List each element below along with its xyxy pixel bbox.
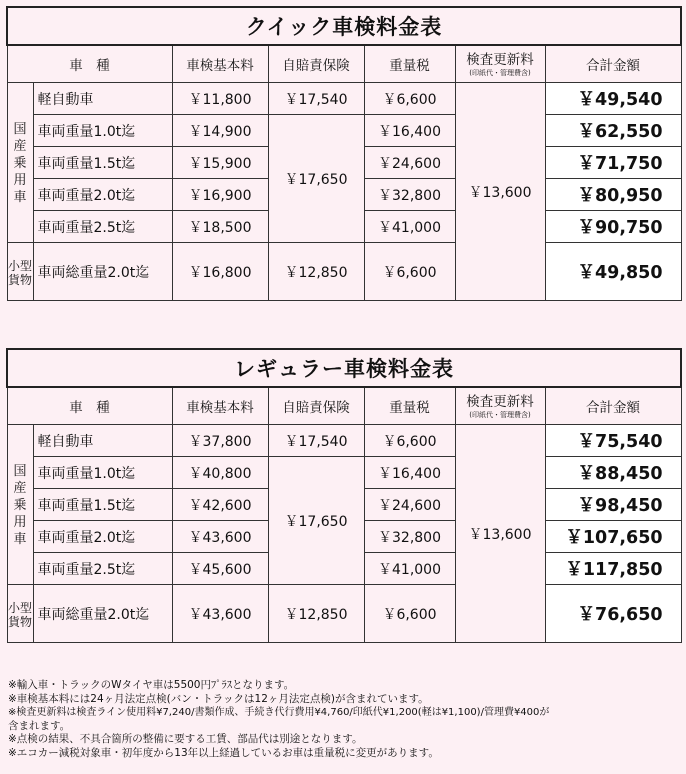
category-cargo: 小型貨物 bbox=[7, 243, 33, 301]
row-total: ￥75,540 bbox=[545, 425, 681, 457]
table-row bbox=[7, 115, 681, 147]
row-base: ￥11,800 bbox=[172, 83, 268, 115]
row-type: 車両重量2.0t迄 bbox=[33, 179, 172, 211]
header-inspection-label: 検査更新料 bbox=[466, 393, 534, 410]
header-inspection bbox=[455, 45, 545, 83]
header-inspection-sub: (印紙代・管理費含) bbox=[469, 68, 531, 77]
row-total: ￥62,550 bbox=[545, 115, 681, 147]
row-tax: ￥6,600 bbox=[364, 83, 455, 115]
row-total: ￥76,650 bbox=[545, 585, 681, 643]
row-type: 車両重量1.0t迄 bbox=[33, 115, 172, 147]
table-title: クイック車検料金表 bbox=[7, 7, 681, 45]
header-inspection-label: 検査更新料 bbox=[466, 51, 534, 68]
row-total: ￥117,850 bbox=[545, 553, 681, 585]
row-tax: ￥6,600 bbox=[364, 425, 455, 457]
row-base: ￥43,600 bbox=[172, 521, 268, 553]
header-tax: 重量税 bbox=[364, 387, 455, 425]
footnote: ※検査更新料は検査ライン使用料¥7,240/書類作成、手続き代行費用¥4,760/印紙代¥1,200(軽は¥1,100)/管理費¥400が bbox=[8, 707, 550, 719]
row-type: 車両総重量2.0t迄 bbox=[33, 243, 172, 301]
shared-insurance: ￥17,650 bbox=[268, 457, 364, 585]
row-base: ￥16,900 bbox=[172, 179, 268, 211]
shared-inspection: ￥13,600 bbox=[455, 425, 545, 643]
header-type: 車 種 bbox=[7, 387, 172, 425]
row-tax: ￥32,800 bbox=[364, 179, 455, 211]
table-row bbox=[7, 243, 681, 301]
table-row bbox=[7, 585, 681, 643]
header-tax: 重量税 bbox=[364, 45, 455, 83]
row-tax: ￥41,000 bbox=[364, 553, 455, 585]
header-insurance: 自賠責保険 bbox=[268, 45, 364, 83]
row-tax: ￥24,600 bbox=[364, 489, 455, 521]
category-passenger: 国産乗用車 bbox=[7, 425, 33, 585]
row-insurance: ￥12,850 bbox=[268, 585, 364, 643]
header-inspection-sub: (印紙代・管理費含) bbox=[469, 410, 531, 419]
row-type: 車両重量1.5t迄 bbox=[33, 489, 172, 521]
row-type: 車両重量1.0t迄 bbox=[33, 457, 172, 489]
row-tax: ￥41,000 bbox=[364, 211, 455, 243]
row-base: ￥16,800 bbox=[172, 243, 268, 301]
header-base: 車検基本料 bbox=[172, 45, 268, 83]
shared-insurance: ￥17,650 bbox=[268, 115, 364, 243]
row-base: ￥43,600 bbox=[172, 585, 268, 643]
shared-inspection: ￥13,600 bbox=[455, 83, 545, 301]
header-base: 車検基本料 bbox=[172, 387, 268, 425]
row-insurance: ￥17,540 bbox=[268, 425, 364, 457]
table-row bbox=[7, 425, 681, 457]
row-base: ￥42,600 bbox=[172, 489, 268, 521]
row-total: ￥88,450 bbox=[545, 457, 681, 489]
row-type: 車両重量2.5t迄 bbox=[33, 553, 172, 585]
footnotes bbox=[8, 679, 680, 761]
row-tax: ￥32,800 bbox=[364, 521, 455, 553]
row-tax: ￥16,400 bbox=[364, 115, 455, 147]
category-passenger: 国産乗用車 bbox=[7, 83, 33, 243]
row-type: 車両総重量2.0t迄 bbox=[33, 585, 172, 643]
row-total: ￥98,450 bbox=[545, 489, 681, 521]
table-row bbox=[7, 457, 681, 489]
row-total: ￥80,950 bbox=[545, 179, 681, 211]
header-total: 合計金額 bbox=[545, 387, 681, 425]
table-title: レギュラー車検料金表 bbox=[7, 349, 681, 387]
footnote: ※エコカー減税対象車・初年度から13年以上経過しているお車は重量税に変更があります。 bbox=[8, 746, 439, 759]
quick-price-table bbox=[6, 6, 682, 301]
row-tax: ￥6,600 bbox=[364, 585, 455, 643]
row-total: ￥107,650 bbox=[545, 521, 681, 553]
header-inspection bbox=[455, 387, 545, 425]
row-type: 車両重量2.5t迄 bbox=[33, 211, 172, 243]
footnote: ※輸入車・トラックのWタイヤ車は5500円ﾌﾟﾗｽとなります。 bbox=[8, 679, 295, 691]
row-base: ￥37,800 bbox=[172, 425, 268, 457]
footnote: 含まれます。 bbox=[8, 719, 71, 732]
header-type: 車 種 bbox=[7, 45, 172, 83]
row-total: ￥71,750 bbox=[545, 147, 681, 179]
row-insurance: ￥17,540 bbox=[268, 83, 364, 115]
row-total: ￥49,540 bbox=[545, 83, 681, 115]
row-type: 軽自動車 bbox=[33, 425, 172, 457]
row-insurance: ￥12,850 bbox=[268, 243, 364, 301]
footnote: ※点検の結果、不具合箇所の整備に要する工賃、部品代は別途となります。 bbox=[8, 733, 363, 746]
row-base: ￥14,900 bbox=[172, 115, 268, 147]
row-tax: ￥6,600 bbox=[364, 243, 455, 301]
regular-price-table bbox=[6, 348, 682, 643]
row-type: 軽自動車 bbox=[33, 83, 172, 115]
row-type: 車両重量1.5t迄 bbox=[33, 147, 172, 179]
footnote: ※車検基本料には24ヶ月法定点検(バン・トラックは12ヶ月法定点検)が含まれています。 bbox=[8, 692, 429, 705]
category-cargo: 小型貨物 bbox=[7, 585, 33, 643]
header-total: 合計金額 bbox=[545, 45, 681, 83]
row-type: 車両重量2.0t迄 bbox=[33, 521, 172, 553]
row-tax: ￥16,400 bbox=[364, 457, 455, 489]
row-tax: ￥24,600 bbox=[364, 147, 455, 179]
row-total: ￥49,850 bbox=[545, 243, 681, 301]
row-base: ￥18,500 bbox=[172, 211, 268, 243]
table-row bbox=[7, 83, 681, 115]
row-base: ￥40,800 bbox=[172, 457, 268, 489]
header-insurance: 自賠責保険 bbox=[268, 387, 364, 425]
row-base: ￥15,900 bbox=[172, 147, 268, 179]
row-total: ￥90,750 bbox=[545, 211, 681, 243]
row-base: ￥45,600 bbox=[172, 553, 268, 585]
